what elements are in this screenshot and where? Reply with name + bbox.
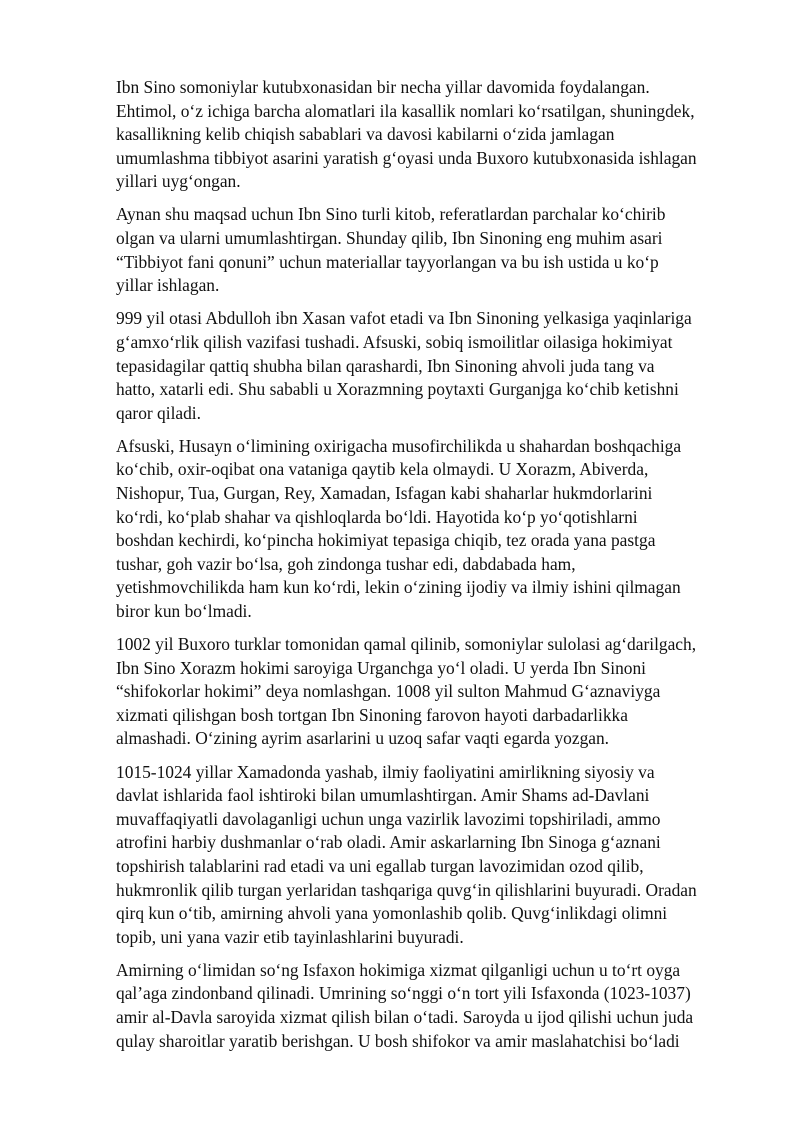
paragraph-7: Amirning o‘limidan so‘ng Isfaxon hokimiga xizmat qilganligi uchun u to‘rt oyga qal’aga zindonband qilinadi. Umrining so‘nggi o‘n tort yili Isfaxonda (1023-1037) amir al-Davla saroyida xizmat qilish bilan o‘tadi. Saroyda u ijod qilishi uchun juda qulay sharoitlar yaratib berishgan. U bosh shifokor va amir maslahatchisi bo‘ladi [116, 959, 694, 1051]
paragraph-6: 1015-1024 yillar Xamadonda yashab, ilmiy faoliyatini amirlikning siyosiy va davlat ishlarida faol ishtiroki bilan umumlashtirgan. Amir Shams ad-Davlani muvaffaqiyatli davolaganligi uchun unga vazirlik lavozimi topshiriladi, ammo atrofini harbiy dushmanlar o‘rab oladi. Amir askarlarning Ibn Sinoga g‘aznani topshirish talablarini rad etadi va uni egallab turgan lavozimidan ozod qilib, hukmronlik qilib turgan yerlaridan tashqariga quvg‘in qilishlarini buyuradi. Oradan qirq kun o‘tib, amirning ahvoli yana yomonlashib qolib. Quvg‘inlikdagi olimni topib, uni yana vazir etib tayinlashlarini buyuradi. [116, 761, 697, 947]
paragraph-5: 1002 yil Buxoro turklar tomonidan qamal qilinib, somoniylar sulolasi ag‘darilgach, Ibn Sino Xorazm hokimi saroyiga Urganchga yo‘l oladi. U yerda Ibn Sinoni “shifokorlar hokimi” deya nomlashgan. 1008 yil sulton Mahmud G‘aznaviyga xizmati qilishgan bosh tortgan Ibn Sinoning farovon hayoti darbadarlikka almashadi. O‘zining ayrim asarlarini u uzoq safar vaqti egarda yozgan. [116, 634, 697, 749]
paragraph-1: Ibn Sino somoniylar kutubxonasidan bir necha yillar davomida foydalangan. Ehtimol, o‘z ichiga barcha alomatlari ila kasallik nomlari ko‘rsatilgan, shuningdek, kasallikning kelib chiqish sabablari va davosi kabilarni o‘zida jamlagan umumlashma tibbiyot asarini yaratish g‘oyasi unda Buxoro kutubxonasida ishlagan yillari uyg‘ongan. [116, 77, 697, 192]
paragraph-3: 999 yil otasi Abdulloh ibn Xasan vafot etadi va Ibn Sinoning yelkasiga yaqinlariga g‘amxo‘rlik qilish vazifasi tushadi. Afsuski, sobiq ismoilitlar oilasiga hokimiyat tepasidagilar qattiq shubha bilan qarashardi, Ibn Sinoning ahvoli juda tang va hatto, xatarli edi. Shu sababli u Xorazmning poytaxti Gurganjga ko‘chib ketishni qaror qiladi. [116, 308, 692, 423]
paragraph-4: Afsuski, Husayn o‘limining oxirigacha musofirchilikda u shahardan boshqachiga ko‘chib, oxir-oqibat ona vataniga qaytib kela olmaydi. U Xorazm, Abiverda, Nishopur, Tua, Gurgan, Rey, Xamadan, Isfagan kabi shaharlar hukmdorlarini ko‘rdi, ko‘plab shahar va qishloqlarda bo‘ldi. Hayotida ko‘p yo‘qotishlarni boshdan kechirdi, ko‘pincha hokimiyat tepasiga chiqib, tez orada yana pastga tushar, goh vazir bo‘lsa, goh zindonga tushar edi, dabdabada ham, yetishmovchilikda ham kun ko‘rdi, lekin o‘zining ijodiy va ilmiy ishini qilmagan biror kun bo‘lmadi. [116, 435, 682, 621]
paragraph-2: Aynan shu maqsad uchun Ibn Sino turli kitob, referatlardan parchalar ko‘chirib olgan va ularni umumlashtirgan. Shunday qilib, Ibn Sinoning eng muhim asari “Tibbiyot fani qonuni” uchun materiallar tayyorlangan va bu ish ustida u ko‘p yillar ishlagan. [116, 204, 666, 296]
document-page [116, 76, 744, 1063]
